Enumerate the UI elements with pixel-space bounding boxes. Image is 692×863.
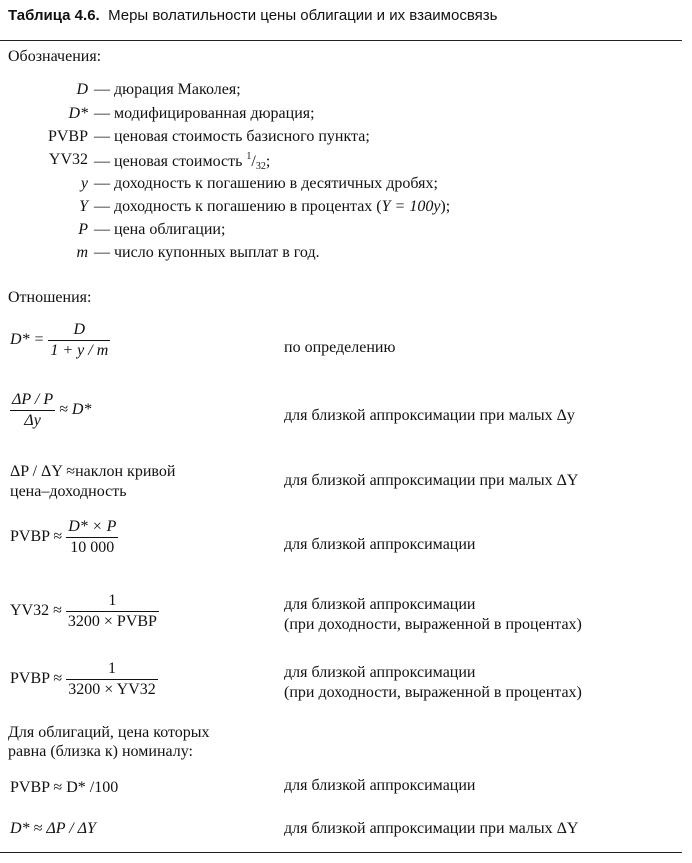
- notation-symbol: P: [78, 221, 88, 238]
- notation-symbol: YV32: [48, 151, 88, 168]
- par-bonds-heading-line2: равна (близка к) номиналу:: [8, 743, 193, 760]
- notation-definition: — цена облигации;: [94, 221, 226, 238]
- notation-definition: — число купонных выплат в год.: [94, 244, 320, 261]
- formula-pvbp-yv32: PVBP ≈ $\frac{1}{3200 \times YV32}$: [10, 660, 156, 698]
- table-title: Меры волатильности цены облигации и их взаимосвязь: [108, 7, 498, 24]
- notation-heading: Обозначения:: [8, 48, 102, 65]
- table-label: Таблица 4.6.: [8, 7, 100, 24]
- notation-definition: — доходность к погашению в процентах (Y = 100y);: [94, 198, 451, 215]
- notation-symbol: PVBP: [47, 128, 88, 145]
- notation-item: [0, 128, 560, 150]
- notation-item: [0, 244, 560, 266]
- notation-symbol: Y: [79, 198, 88, 215]
- formula-duration-par: D* ≈ ΔP / ΔY: [10, 820, 96, 837]
- notation-definition: — ценовая стоимость $^1/_{32}$;: [94, 151, 271, 172]
- formula-slope-line1: ΔP / ΔY ≈наклон кривой: [10, 463, 176, 480]
- formula-pvbp-par: PVBP ≈ D* /100: [10, 779, 119, 796]
- notation-definition: — ценовая стоимость базисного пункта;: [94, 128, 370, 145]
- formula-description: для близкой аппроксимации: [284, 536, 476, 553]
- notation-symbol: D*: [68, 105, 88, 122]
- formula-description: по определению: [284, 339, 396, 356]
- formula-description-note: (при доходности, выраженной в процентах): [284, 684, 582, 701]
- formula-description-note: (при доходности, выраженной в процентах): [284, 616, 582, 633]
- formula-slope-line2: цена–доходность: [10, 483, 127, 500]
- formula-relative-change: $\frac{\Delta P / P}{\Delta y}$ ≈ D*: [12, 391, 92, 429]
- top-rule: [0, 40, 682, 41]
- formula-description: для близкой аппроксимации: [284, 596, 476, 613]
- relations-heading: Отношения:: [8, 289, 92, 306]
- bottom-rule: [0, 852, 682, 853]
- formula-description: для близкой аппроксимации: [284, 777, 476, 794]
- notation-definition: — модифицированная дюрация;: [94, 105, 315, 122]
- notation-definition: — дюрация Маколея;: [94, 81, 241, 98]
- notation-item: [0, 151, 560, 173]
- formula-pvbp-duration: PVBP ≈ $\frac{D* \times P}{10 000}$: [10, 518, 117, 556]
- notation-item: [0, 221, 560, 243]
- formula-modified-duration: D* = $\frac{D}{1 + y / m}$: [10, 321, 109, 359]
- notation-symbol: y: [80, 175, 88, 192]
- notation-symbol: m: [76, 244, 88, 261]
- formula-description: для близкой аппроксимации при малых Δy: [284, 407, 575, 424]
- notation-item: [0, 175, 560, 197]
- notation-item: [0, 81, 560, 103]
- notation-item: [0, 198, 560, 220]
- par-bonds-heading-line1: Для облигаций, цена которых: [8, 724, 210, 741]
- table-caption: [8, 7, 497, 24]
- formula-description: для близкой аппроксимации: [284, 664, 476, 681]
- formula-yv32: YV32 ≈ $\frac{1}{\text{3200 × PVBP}}$: [10, 592, 157, 630]
- notation-definition: — доходность к погашению в десятичных дробях;: [94, 175, 438, 192]
- notation-item: [0, 105, 560, 127]
- formula-description: для близкой аппроксимации при малых ΔY: [284, 820, 579, 837]
- notation-symbol: D: [76, 81, 88, 98]
- formula-description: для близкой аппроксимации при малых ΔY: [284, 472, 579, 489]
